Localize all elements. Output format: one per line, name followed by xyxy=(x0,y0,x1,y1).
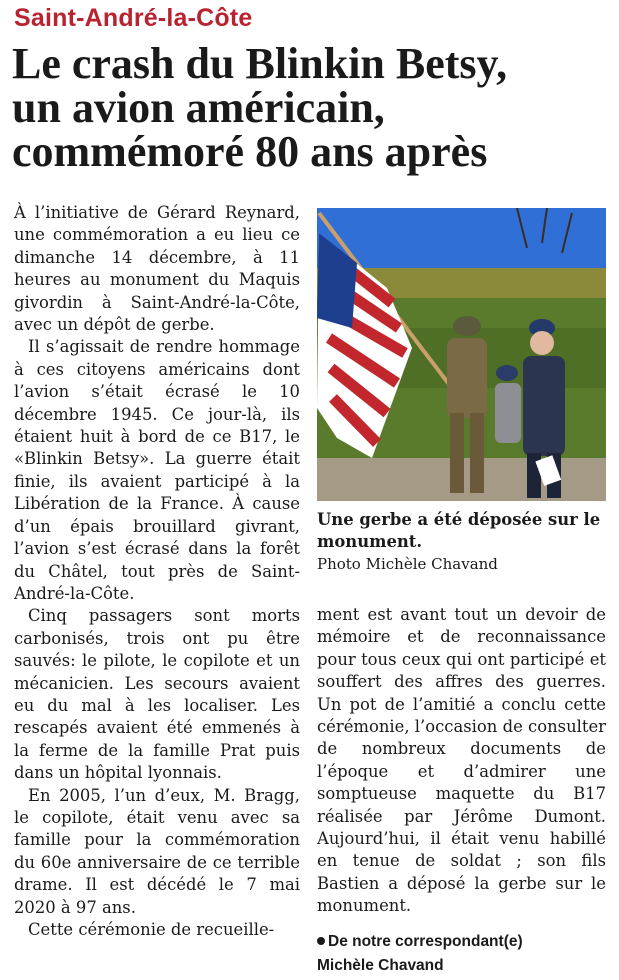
article-column-left xyxy=(14,202,300,941)
byline-author: Michèle Chavand xyxy=(317,957,444,974)
article-paragraph: En 2005, l’un d’eux, M. Bragg, le copilote, était venu avec sa famille pour la commémoration du 60e anniversaire de ce terrible drame. Il est décédé le 7 mai 2020 à 97 ans. xyxy=(14,785,300,917)
article-paragraph: ment est avant tout un devoir de mémoire et de reconnaissance pour tous ceux qui ont participé et souffert des affres des guerres. Un pot de l’amitié a conclu cette cérémonie, l’occasion de consulter de nombreux documents de l’époque et d’admirer une somptueuse maquette du B17 réalisée par Jérôme Dumont. Aujourd’hui, il était venu habillé en tenue de soldat ; son fils Bastien a déposé la gerbe sur le monument. xyxy=(317,605,606,916)
article-paragraph: Cette cérémonie de recueille- xyxy=(28,920,275,939)
article-paragraph: Il s’agissait de rendre hommage à ces citoyens américains dont l’avion s’était écrasé le 10 décembre 1945. Ce jour-là, ils étaient huit à bord de ce B17, le «Blinkin Betsy». La guerre était finie, ils avaient participé à la Libération de la France. À cause d’un épais brouillard givrant, l’avion s’est écrasé dans la forêt du Châtel, tout près de Saint-André-la-Côte. xyxy=(14,337,300,603)
bullet-icon xyxy=(317,937,325,945)
byline-role: De notre correspondant(e) xyxy=(328,933,523,950)
headline-line-2: un avion américain, xyxy=(12,83,385,132)
article-photo xyxy=(317,208,606,501)
photo-caption xyxy=(317,509,606,575)
article-paragraph: À l’initiative de Gérard Reynard, une commémoration a eu lieu ce dimanche 14 décembre, à 11 heures au monument du Maquis givordin à Saint-André-la-Côte, avec un dépôt de gerbe. xyxy=(14,203,300,335)
article-headline xyxy=(12,39,612,176)
headline-line-1: Le crash du Blinkin Betsy, xyxy=(12,39,508,88)
article-byline xyxy=(317,930,606,978)
photo-caption-title: Une gerbe a été déposée sur le monument. xyxy=(317,510,601,551)
section-kicker: Saint-André-la-Côte xyxy=(14,4,253,32)
photo-credit: Photo Michèle Chavand xyxy=(317,555,498,573)
ceremony-photo-illustration xyxy=(317,208,606,501)
headline-line-3: commémoré 80 ans après xyxy=(12,127,488,176)
article-paragraph: Cinq passagers sont morts carbonisés, trois ont pu être sauvés: le pilote, le copilote et un mécanicien. Les secours avaient eu du mal à les localiser. Les rescapés avaient été emmenés à la ferme de la famille Prat puis dans un hôpital lyonnais. xyxy=(14,606,300,783)
article-column-right xyxy=(317,604,606,918)
